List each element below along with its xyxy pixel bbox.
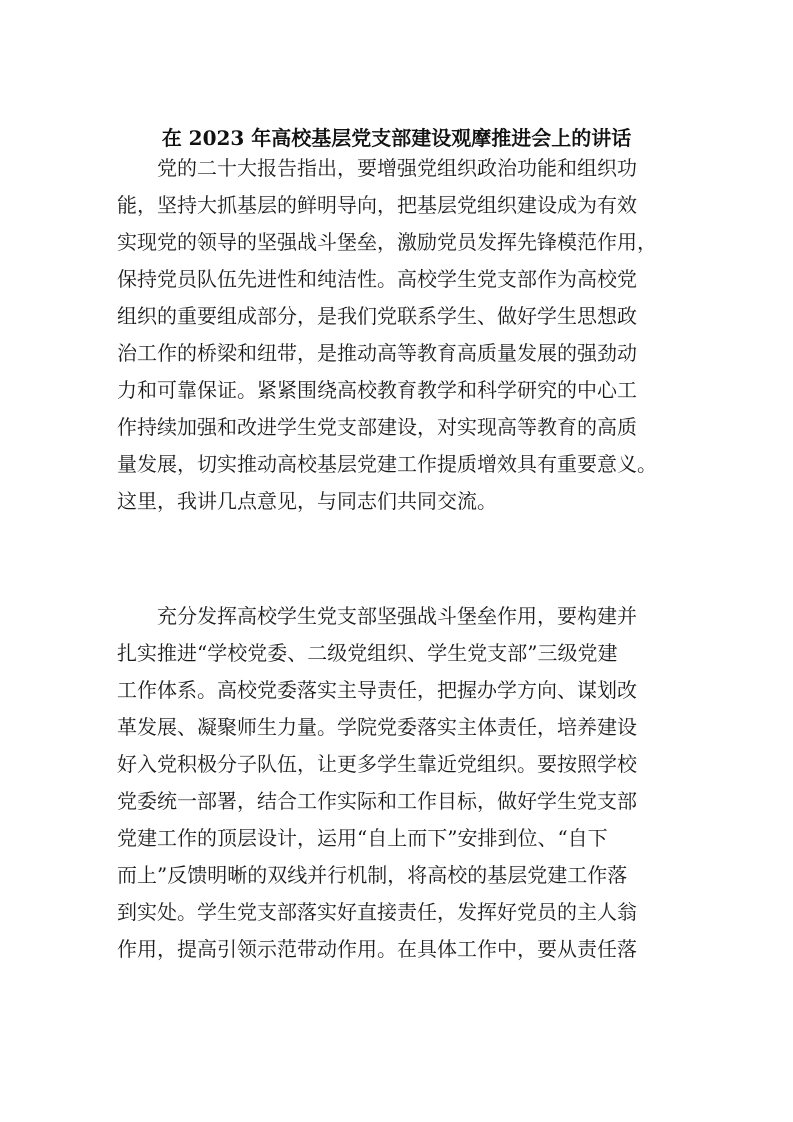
paragraph-line: 力和可靠保证。紧紧围绕高校教育教学和科学研究的中心工 [117,378,637,402]
paragraph-1 [117,150,677,520]
paragraph-line: 保持党员队伍先进性和纯洁性。高校学生党支部作为高校党 [117,267,637,291]
paragraph-line: 这里，我讲几点意见，与同志们共同交流。 [117,489,497,513]
paragraph-line: 党的二十大报告指出，要增强党组织政治功能和组织功 [117,156,637,180]
paragraph-line: 实现党的领导的坚强战斗堡垒，激励党员发挥先锋模范作用， [117,230,657,254]
paragraph-line: 党委统一部署，结合工作实际和工作目标，做好学生党支部 [117,789,637,813]
paragraph-line: 充分发挥高校学生党支部坚强战斗堡垒作用，要构建并 [117,604,637,628]
paragraph-line: 组织的重要组成部分，是我们党联系学生、做好学生思想政 [117,304,637,328]
paragraph-line: 作持续加强和改进学生党支部建设，对实现高等教育的高质 [117,415,637,439]
paragraph-line: 党建工作的顶层设计，运用“自上而下”安排到位、“自下 [117,826,608,850]
paragraph-line: 到实处。学生党支部落实好直接责任，发挥好党员的主人翁 [117,900,637,924]
paragraph-line: 扎实推进“学校党委、二级党组织、学生党支部”三级党建 [117,641,618,665]
paragraph-line: 量发展，切实推动高校基层党建工作提质增效具有重要意义。 [117,452,657,476]
paragraph-line: 工作体系。高校党委落实主导责任，把握办学方向、谋划改 [117,678,637,702]
paragraph-line: 能，坚持大抓基层的鲜明导向，把基层党组织建设成为有效 [117,193,637,217]
paragraph-2 [117,598,677,968]
paragraph-line: 治工作的桥梁和纽带，是推动高等教育高质量发展的强劲动 [117,341,637,365]
paragraph-line: 而上”反馈明晰的双线并行机制，将高校的基层党建工作落 [117,863,628,887]
paragraph-line: 革发展、凝聚师生力量。学院党委落实主体责任，培养建设 [117,715,637,739]
paragraph-line: 作用，提高引领示范带动作用。在具体工作中，要从责任落 [117,937,637,961]
document-title: 在 2023 年高校基层党支部建设观摩推进会上的讲话 [161,126,632,150]
paragraph-line: 好入党积极分子队伍，让更多学生靠近党组织。要按照学校 [117,752,637,776]
